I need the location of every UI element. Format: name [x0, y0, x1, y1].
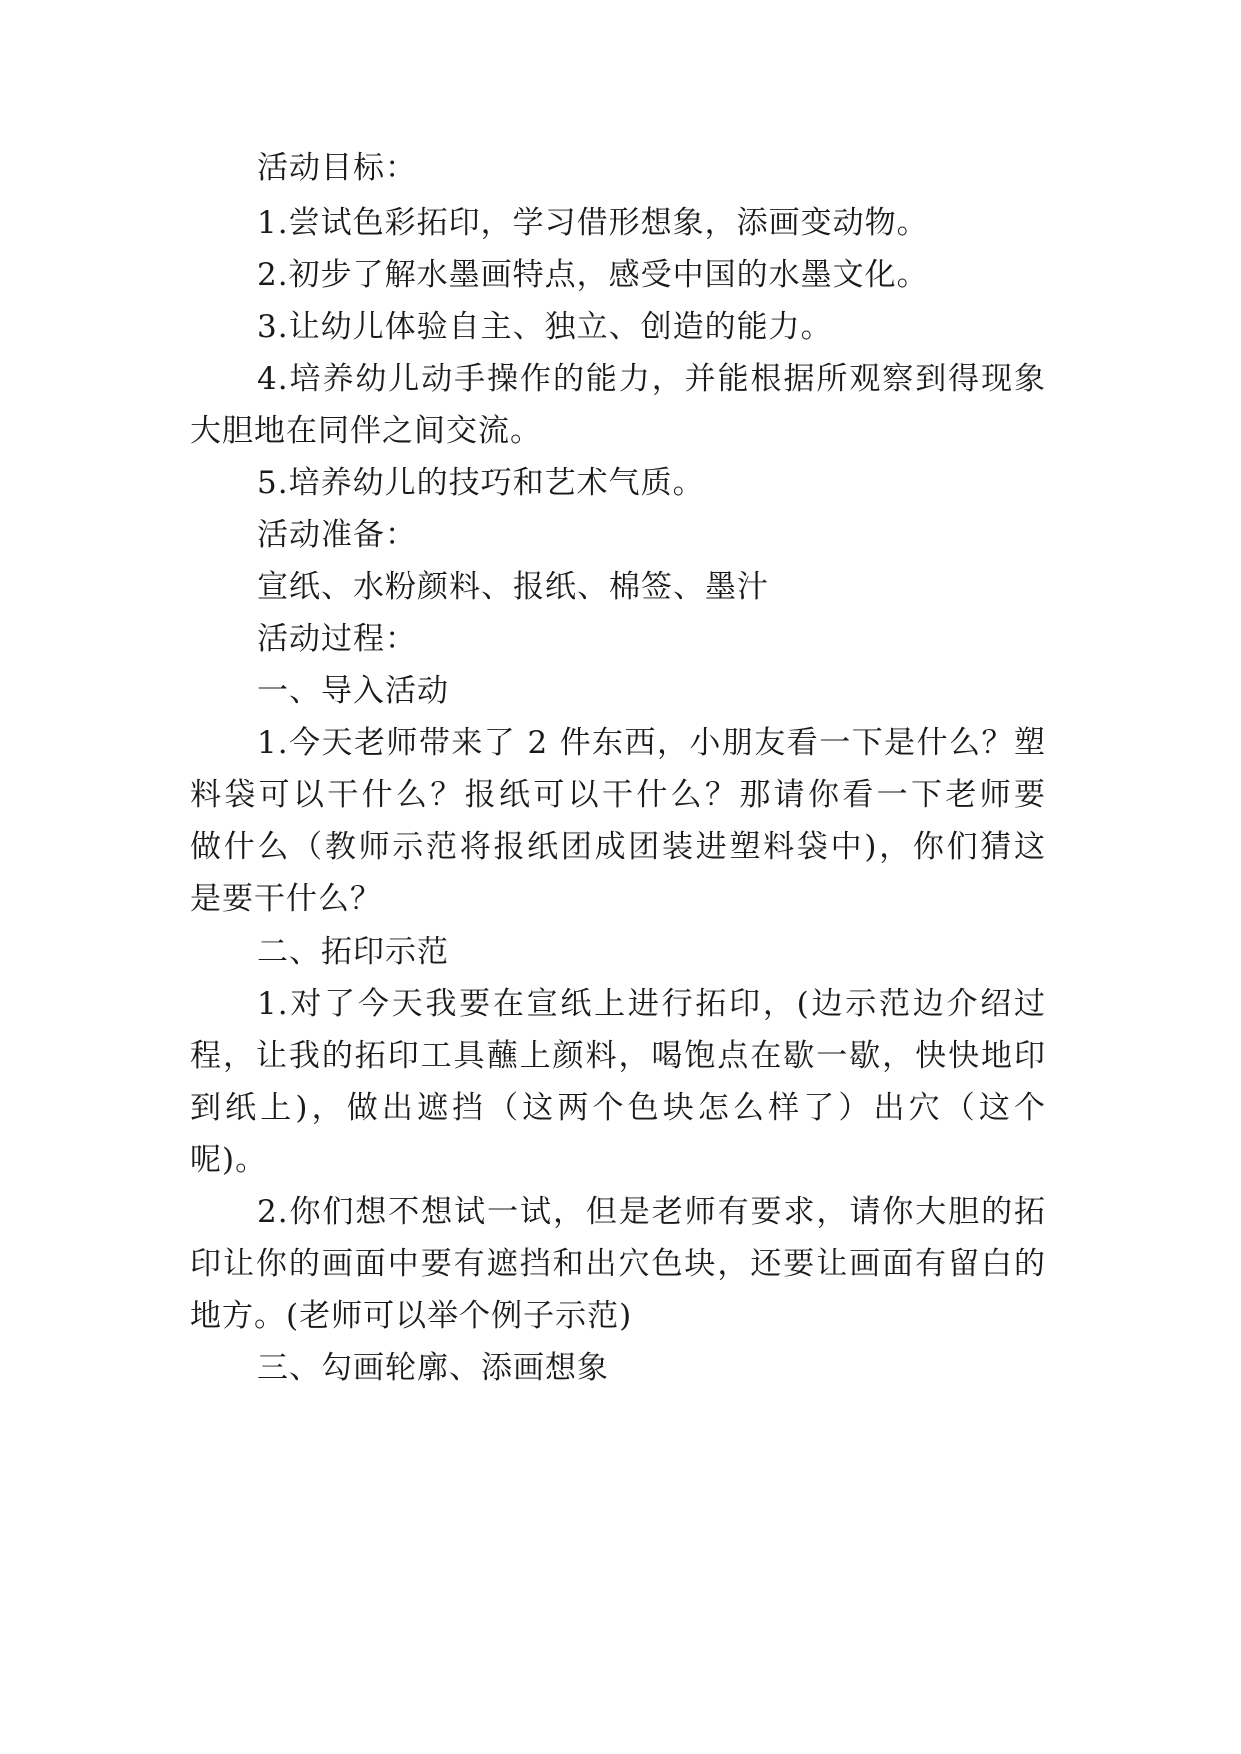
step-2-item-1-cont-2: 到纸上)，做出遮挡（这两个色块怎么样了）出穴（这个 [190, 1090, 1046, 1126]
goal-item-4-cont: 大胆地在同伴之间交流。 [190, 413, 542, 449]
goal-item-5: 5.培养幼儿的技巧和艺术气质。 [257, 465, 705, 501]
step-1-item-1-cont-3: 是要干什么？ [190, 881, 382, 917]
step-2-item-1-cont-3: 呢)。 [190, 1142, 268, 1178]
preparation-materials: 宣纸、水粉颜料、报纸、棉签、墨汁 [257, 569, 769, 605]
step-1-item-1: 1.今天老师带来了 2 件东西，小朋友看一下是什么？塑 [257, 725, 1046, 761]
step-1-item-1-cont-2: 做什么（教师示范将报纸团成团装进塑料袋中)，你们猜这 [190, 829, 1046, 865]
step-2-item-2-cont-2: 地方。(老师可以举个例子示范) [190, 1298, 633, 1334]
step-2-item-2: 2.你们想不想试一试，但是老师有要求，请你大胆的拓 [257, 1194, 1046, 1230]
step-2-item-2-cont-1: 印让你的画面中要有遮挡和出穴色块，还要让画面有留白的 [190, 1246, 1046, 1282]
step-2-item-1-cont-1: 程，让我的拓印工具蘸上颜料，喝饱点在歇一歇，快快地印 [190, 1038, 1046, 1074]
step-heading-3: 三、勾画轮廓、添画想象 [257, 1350, 609, 1386]
step-heading-1: 一、导入活动 [257, 673, 449, 709]
section-heading-process: 活动过程： [257, 621, 417, 657]
section-heading-preparation: 活动准备： [257, 517, 417, 553]
step-1-item-1-cont-1: 料袋可以干什么？报纸可以干什么？那请你看一下老师要 [190, 777, 1046, 813]
step-heading-2: 二、拓印示范 [257, 934, 449, 970]
goal-item-1: 1.尝试色彩拓印，学习借形想象，添画变动物。 [257, 205, 929, 241]
goal-item-2: 2.初步了解水墨画特点，感受中国的水墨文化。 [257, 257, 929, 293]
goal-item-4: 4.培养幼儿动手操作的能力，并能根据所观察到得现象 [257, 361, 1046, 397]
step-2-item-1: 1.对了今天我要在宣纸上进行拓印，(边示范边介绍过 [257, 986, 1046, 1022]
goal-item-3: 3.让幼儿体验自主、独立、创造的能力。 [257, 309, 833, 345]
section-heading-goals: 活动目标： [257, 150, 417, 186]
